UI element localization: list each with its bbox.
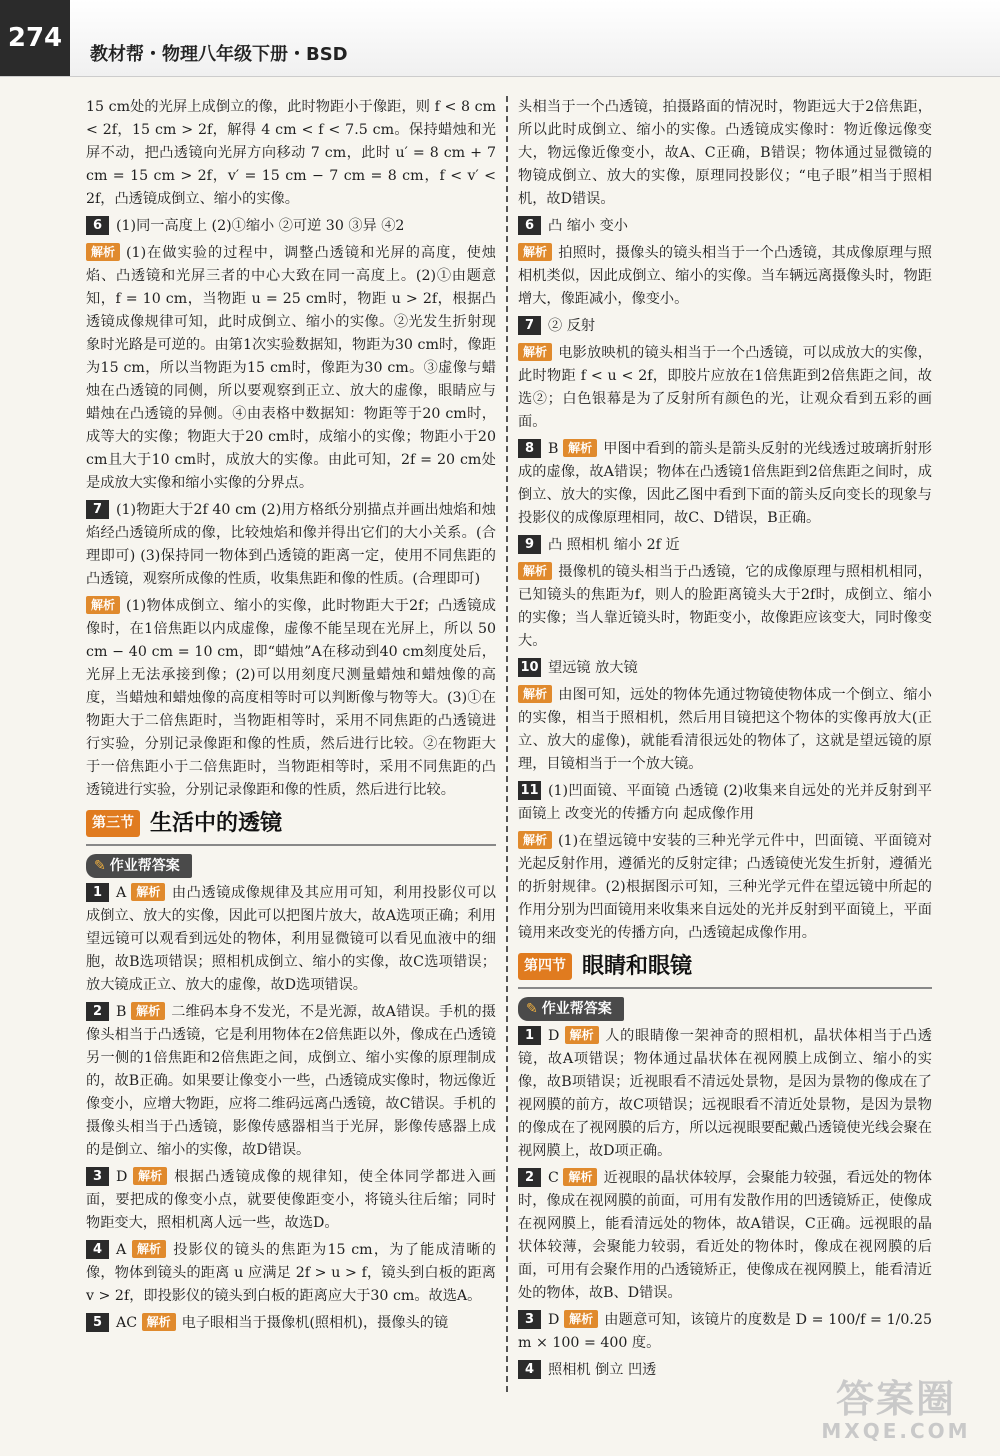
answer-5 [86, 1312, 496, 1335]
choice: AC [116, 1315, 138, 1332]
section-number: 第四节 [518, 953, 572, 980]
choice: D [548, 1028, 560, 1045]
analysis-text: 由题意可知，该镜片的度数是 D = 100/f = 1/0.25 m × 100 = 400 度。 [518, 1312, 932, 1352]
question-number: 11 [518, 781, 541, 800]
choice: B [548, 441, 559, 457]
answer-text: 望远镜 放大镜 [548, 660, 638, 676]
analysis-tag: 解析 [86, 243, 120, 261]
analysis-text: 人的眼睛像一架神奇的照相机，晶状体相当于凸透镜，故A项错误；物体通过晶状体在视网膜上成倒立、缩小的实像，故B项错误；近视眼看不清远处景物，是因为景物的像成在了视网膜的前方，故C项错误；远视眼看不清近处景物，是因为景物的像成在了视网膜的后方，所以远视眼要配戴凸透镜使光线会聚在视网膜上，故D项正确。 [518, 1028, 932, 1160]
answer-6 [518, 215, 932, 238]
question-number: 10 [518, 658, 541, 677]
answer-8 [518, 438, 932, 530]
question-number: 1 [86, 883, 109, 902]
page-number: 274 [0, 0, 70, 76]
question-number: 2 [518, 1168, 541, 1187]
analysis-text: 二维码本身不发光，不是光源，故A错误。手机的摄像头相当于凸透镜，它是利用物体在2倍焦距以外，像成在凸透镜另一侧的1倍焦距和2倍焦距之间，成倒立、缩小实像的原理制成的，故B正确。如果要让像变小一些，凸透镜成实像时，物远像近像变小，应增大物距，应将二维码远离凸透镜，故C错误。手机的摄像头相当于凸透镜，影像传感器相当于光屏，影像传感器上成的是倒立、缩小的实像，故D错误。 [86, 1004, 496, 1159]
analysis-tag: 解析 [564, 1310, 598, 1328]
continued-paragraph: 15 cm处的光屏上成倒立的像，此时物距小于像距，则 f < 8 cm < 2f，15 cm > 2f，解得 4 cm < f < 7.5 cm。保持蜡烛和光屏不动，把凸透镜向光屏方向移动 7 cm，此时 u′ = 8 cm + 7 cm = 15 cm > 2f，v′ = 15 cm − 7 cm = 8 cm，f < v′ < 2f，凸透镜成倒立、缩小的实像。 [86, 99, 496, 207]
analysis-tag: 解析 [518, 343, 552, 361]
answer-subheading: ✎ 作业帮答案 [518, 997, 624, 1022]
choice: A [116, 885, 127, 902]
answer-10 [518, 657, 932, 680]
analysis-text: 电子眼相当于摄像机(照相机)，摄像头的镜 [181, 1315, 449, 1332]
analysis-tag: 解析 [518, 685, 552, 703]
question-6 [86, 215, 496, 238]
question-number: 3 [518, 1310, 541, 1329]
question-number: 7 [86, 500, 109, 519]
watermark-url: MXQE.COM [821, 1419, 971, 1443]
section-number: 第三节 [86, 810, 140, 837]
book-title: 教材帮・物理八年级下册・BSD [90, 44, 348, 65]
pencil-icon: ✎ [526, 1000, 538, 1017]
analysis-text: (1)在望远镜中安装的三种光学元件中，凹面镜、平面镜对光起反射作用，遵循光的反射定律；凸透镜使光发生折射，遵循光的折射规律。(2)根据图示可知，三种光学元件在望远镜中所起的作用分别为凹面镜用来收集来自远处的光并反射到平面镜上，平面镜用来改变光的传播方向，凸透镜起成像作用。 [518, 833, 932, 941]
analysis-tag: 解析 [142, 1313, 176, 1331]
left-column [86, 96, 496, 1339]
answer-text: (1)凹面镜、平面镜 凸透镜 (2)收集来自远处的光并反射到平面镜上 改变光的传播方向 起成像作用 [518, 783, 932, 822]
analysis-tag: 解析 [563, 439, 597, 457]
analysis-tag: 解析 [132, 1240, 166, 1258]
analysis-tag: 解析 [518, 562, 552, 580]
question-7 [86, 499, 496, 591]
question-number: 5 [86, 1313, 109, 1332]
answer-11 [518, 780, 932, 826]
pencil-icon: ✎ [94, 857, 106, 874]
analysis-tag: 解析 [565, 1026, 599, 1044]
answer-7 [518, 315, 932, 338]
site-watermark [806, 1378, 986, 1448]
continued-paragraph: 头相当于一个凸透镜，拍摄路面的情况时，物距远大于2倍焦距，所以此时成倒立、缩小的实像。凸透镜成实像时：物近像远像变大，物远像近像变小，故A、C正确，B错误；物体通过显微镜的物镜成倒立、放大的实像，原理同投影仪；“电子眼”相当于照相机，故D错误。 [518, 99, 932, 207]
answer-text: (1)物距大于2f 40 cm (2)用方格纸分别描点并画出烛焰和烛焰经凸透镜所成的像，比较烛焰和像并得出它们的大小关系。(合理即可) (3)保持同一物体到凸透镜的距离一定，使用不同焦距的凸透镜，观察所成像的性质，收集焦距和像的性质。(合理即可) [86, 502, 496, 587]
analysis-6 [86, 242, 496, 495]
analysis-tag: 解析 [131, 883, 165, 901]
analysis-9 [518, 561, 932, 653]
question-number: 3 [86, 1167, 109, 1186]
analysis-text: 近视眼的晶状体较厚，会聚能力较强，看远处的物体时，像成在视网膜的前面，可用有发散作用的凹透镜矫正，使像成在视网膜上，能看清远处的物体，故A错误，C正确。远视眼的晶状体较薄，会聚能力较弱，看近处的物体时，像成在视网膜的后面，可用有会聚作用的凸透镜矫正，使像成在视网膜上，能看清近处的物体，故B、D错误。 [518, 1170, 932, 1302]
watermark-logo-text: 答案圈 [835, 1377, 956, 1421]
answer-text: 照相机 倒立 凹透 [548, 1362, 657, 1379]
analysis-text: (1)在做实验的过程中，调整凸透镜和光屏的高度，使烛焰、凸透镜和光屏三者的中心大致在同一高度上。(2)①由题意知，f = 10 cm，当物距 u = 25 cm时，物距 u > 2f，根据凸透镜成像规律可知，此时成倒立、缩小的实像。②光发生折射现象时光路是可逆的。由第1次实验数据知，物距为30 cm时，像距为15 cm，所以当物距为15 cm时，像距为30 cm。③虚像与蜡烛在凸透镜的同侧，所以要观察到正立、放大的虚像，眼睛应与蜡烛在凸透镜的异侧。④由表格中数据知：物距等于20 cm时，成等大的实像；物距大于20 cm时，成缩小的实像；物距小于20 cm且大于10 cm时，成放大的实像。由此可知，2f = 20 cm处是成放大实像和缩小实像的分界点。 [86, 245, 496, 491]
question-number: 6 [86, 216, 109, 235]
analysis-tag: 解析 [518, 243, 552, 261]
choice: D [548, 1312, 560, 1329]
section-title: 眼睛和眼镜 [582, 954, 693, 979]
analysis-text: 由图可知，远处的物体先通过物镜使物体成一个倒立、缩小的实像，相当于照相机，然后用目镜把这个物体的实像再放大(正立、放大的虚像)，就能看清很远处的物体了，这就是望远镜的原理，目镜相当于一个放大镜。 [518, 687, 932, 772]
section-header [518, 949, 932, 989]
question-number: 8 [518, 439, 541, 458]
analysis-tag: 解析 [518, 831, 552, 849]
analysis-text: 甲图中看到的箭头是箭头反射的光线透过玻璃折射形成的虚像，故A错误；物体在凸透镜1倍焦距到2倍焦距之间时，成倒立、放大的实像，因此乙图中看到下面的箭头反向变长的现象与投影仪的成像原理相同，故C、D错误，B正确。 [518, 441, 932, 526]
analysis-text: 拍照时，摄像头的镜头相当于一个凸透镜，其成像原理与照相机类似，因此成倒立、缩小的实像。当车辆远离摄像头时，物距增大，像距减小，像变小。 [518, 245, 932, 307]
analysis-tag: 解析 [86, 596, 120, 614]
analysis-7 [518, 342, 932, 434]
question-number: 1 [518, 1026, 541, 1045]
answer-9 [518, 534, 932, 557]
analysis-text: 由凸透镜成像规律及其应用可知，利用投影仪可以成倒立、放大的实像，因此可以把图片放大，故A选项正确；利用望远镜可以观看到远处的物体，利用显微镜可以看见血液中的细胞，故B选项错误；照相机成倒立、缩小的实像，故C选项错误；放大镜成正立、放大的虚像，故D选项错误。 [86, 885, 496, 994]
answer-text: ② 反射 [548, 318, 596, 334]
choice: C [548, 1170, 559, 1187]
analysis-7 [86, 595, 496, 802]
answer-text: 凸 缩小 变小 [548, 218, 628, 234]
section-header [86, 806, 496, 846]
answer-text: 凸 照相机 缩小 2f 近 [548, 537, 680, 553]
eye-answer-2 [518, 1167, 932, 1305]
analysis-text: 根据凸透镜成像的规律知，使全体同学都进入画面，要把成的像变小点，就要使像距变小，将镜头往后缩；同时物距变大，照相机离人远一些，故选D。 [86, 1169, 496, 1232]
analysis-tag: 解析 [131, 1002, 165, 1020]
answer-4 [86, 1239, 496, 1308]
question-number: 6 [518, 216, 541, 235]
answer-text: (1)同一高度上 (2)①缩小 ②可逆 30 ③异 ④2 [116, 218, 405, 234]
choice: D [116, 1169, 128, 1186]
column-divider [506, 96, 508, 1392]
analysis-text: (1)物体成倒立、缩小的实像，此时物距大于2f；凸透镜成像时，在1倍焦距以内成虚像，虚像不能呈现在光屏上，所以 50 cm − 40 cm = 10 cm，即“蜡烛”A在移动到40 cm刻度处后，光屏上无法承接到像；(2)可以用刻度尺测量蜡烛和蜡烛像的高度，当蜡烛和蜡烛像的高度相等时可以判断像与物等大。(3)①在物距大于二倍焦距时，当物距相等时，采用不同焦距的凸透镜进行实验，分别记录像距和像的性质，然后进行比较。②在物距大于一倍焦距小于二倍焦距时，当物距相等时，采用不同焦距的凸透镜进行实验，分别记录像距和像的性质，然后进行比较。 [86, 598, 496, 798]
answer-3 [86, 1166, 496, 1235]
answer-2 [86, 1001, 496, 1162]
question-number: 7 [518, 316, 541, 335]
analysis-10 [518, 684, 932, 776]
question-number: 2 [86, 1002, 109, 1021]
page-header [0, 0, 1000, 77]
choice: A [116, 1242, 127, 1259]
choice: B [116, 1004, 127, 1021]
question-number: 4 [518, 1360, 541, 1379]
eye-answer-3 [518, 1309, 932, 1355]
section-title: 生活中的透镜 [150, 811, 283, 836]
analysis-tag: 解析 [563, 1168, 597, 1186]
right-column [518, 96, 932, 1386]
eye-answer-1 [518, 1025, 932, 1163]
question-number: 9 [518, 535, 541, 554]
analysis-text: 电影放映机的镜头相当于一个凸透镜，可以成放大的实像，此时物距 f < u < 2f，即胶片应放在1倍焦距到2倍焦距之间，故选②；白色银幕是为了反射所有颜色的光，让观众看到五彩的画面。 [518, 345, 932, 430]
analysis-text: 投影仪的镜头的焦距为15 cm，为了能成清晰的像，物体到镜头的距离 u 应满足 2f > u > f，镜头到白板的距离 v > 2f，即投影仪的镜头到白板的距离应大于30 cm。故选A。 [86, 1242, 496, 1305]
analysis-tag: 解析 [133, 1167, 167, 1185]
question-number: 4 [86, 1240, 109, 1259]
analysis-text: 摄像机的镜头相当于凸透镜，它的成像原理与照相机相同，已知镜头的焦距为f，则人的脸距离镜头大于2f时，成倒立、缩小的实像；当人靠近镜头时，物距变小，故像距应该变大，同时像变大。 [518, 564, 932, 649]
answer-1 [86, 882, 496, 997]
answer-subheading: ✎ 作业帮答案 [86, 854, 192, 879]
analysis-11 [518, 830, 932, 945]
analysis-6 [518, 242, 932, 311]
